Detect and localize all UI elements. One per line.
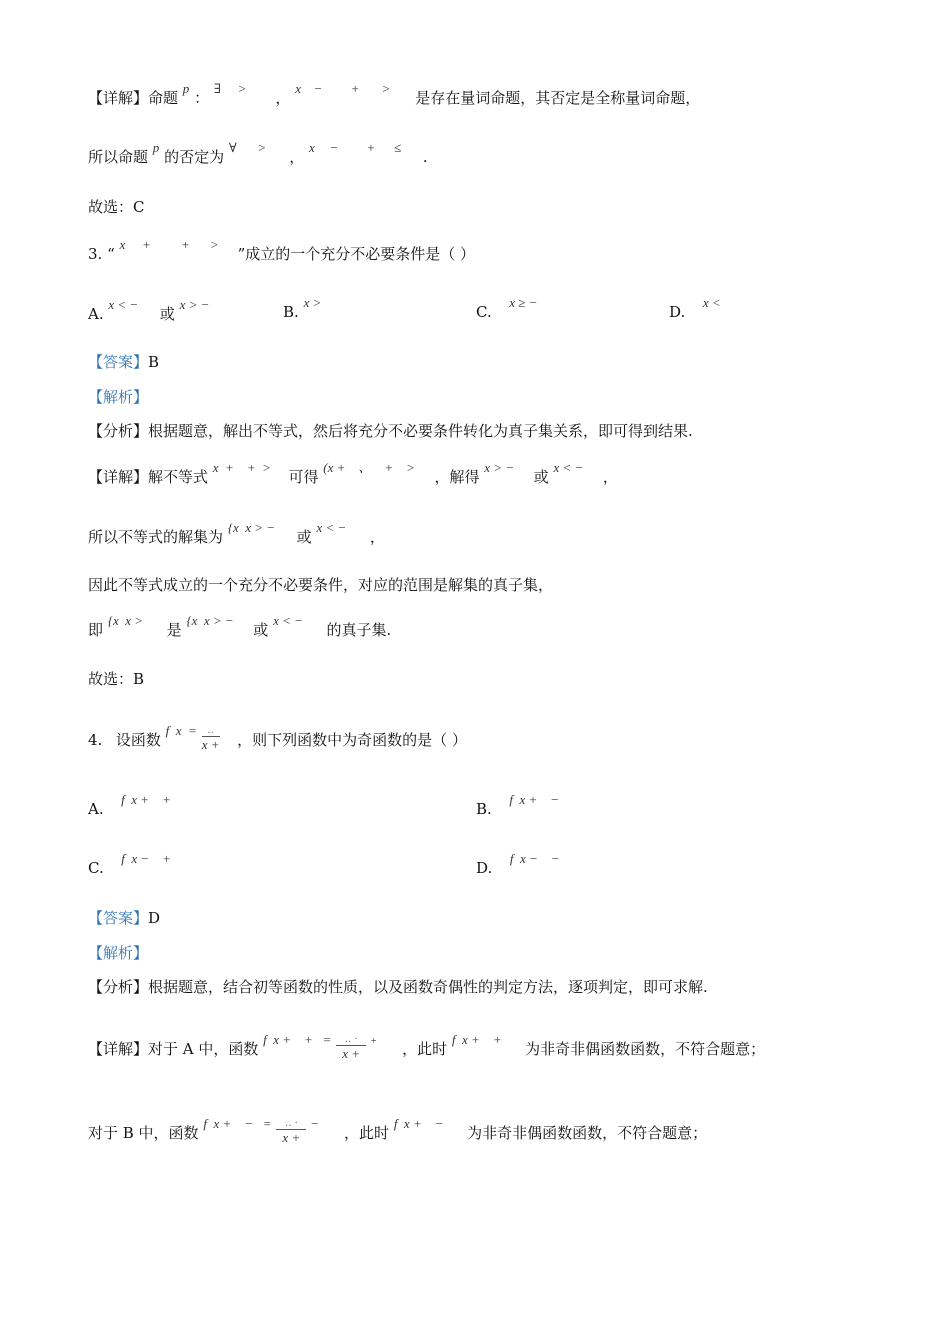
- fraction: $\frac{‥ \cdot}{x +}$: [336, 1035, 366, 1061]
- option-4d[interactable]: D. f x − −: [476, 851, 560, 877]
- option-4c[interactable]: C. f x − +: [88, 851, 171, 877]
- detail-3-solve: 【详解】解不等式 x + + > 可得 (x + 、 + > ，解得 x > − 或 x < − ，: [88, 460, 618, 486]
- answer-choice-line: 故选：C: [88, 198, 145, 216]
- answer-choice-3: 故选：B: [88, 670, 145, 688]
- detail-4-b: 对于 B 中，函数 f x + − = $\frac{‥ \cdot}{x +}$ − ，此时 f x + − 为非奇非偶函数函数，不符合题意；: [88, 1116, 708, 1145]
- answer-4: 【答案】D: [88, 909, 161, 927]
- math-p: p: [182, 81, 190, 96]
- option-3a[interactable]: A. x < − 或 x > −: [88, 297, 210, 323]
- question-3: 3. “ x + + > ”成立的一个充分不必要条件是（ ）: [88, 237, 476, 263]
- option-3b[interactable]: B. x >: [283, 295, 322, 321]
- detail-line-negation: 【详解】命题 p ： ∃ > ， x − + > 是存在量词命题，其否定是全称量词命题，: [88, 81, 701, 107]
- detail-4-a: 【详解】对于 A 中，函数 f x + + = $\frac{‥ \cdot}{x +}$ + ，此时 f x + + 为非奇非偶函数函数，不符合题意；: [88, 1032, 766, 1061]
- option-4b[interactable]: B. f x + −: [476, 792, 560, 818]
- analysis-3: 【分析】根据题意，解出不等式，然后将充分不必要条件转化为真子集关系，即可得到结果.: [88, 422, 693, 440]
- analysis-heading-3: 【解析】: [88, 388, 149, 406]
- detail-line-negation-result: 所以命题 p 的否定为 ∀ > ， x − + ≤ .: [88, 140, 428, 166]
- math-forall: ∀: [228, 140, 237, 155]
- detail-3-subset: 即 {x x > 是 {x x > − 或 x < − 的真子集.: [88, 613, 392, 639]
- detail-3-reason: 因此不等式成立的一个充分不必要条件，对应的范围是解集的真子集，: [88, 576, 554, 594]
- fraction: $\frac{‥}{x +}$: [201, 725, 220, 752]
- option-3d[interactable]: D. x <: [669, 295, 721, 321]
- option-3c[interactable]: C. x ≥ −: [476, 295, 538, 321]
- question-4: 4. 设函数 f x = $\frac{‥}{x +}$ ，则下列函数中为奇函数的是（ ）: [88, 723, 467, 752]
- analysis-4: 【分析】根据题意，结合初等函数的性质，以及函数奇偶性的判定方法，逐项判定，即可求解.: [88, 978, 708, 996]
- detail-3-solution-set: 所以不等式的解集为 {x x > − 或 x < − ，: [88, 520, 385, 546]
- analysis-heading-4: 【解析】: [88, 944, 149, 962]
- math-exists: ∃: [213, 81, 221, 96]
- option-4a[interactable]: A. f x + +: [88, 792, 171, 818]
- fraction: $\frac{‥ \cdot}{x +}$: [276, 1119, 306, 1145]
- answer-3: 【答案】B: [88, 353, 160, 371]
